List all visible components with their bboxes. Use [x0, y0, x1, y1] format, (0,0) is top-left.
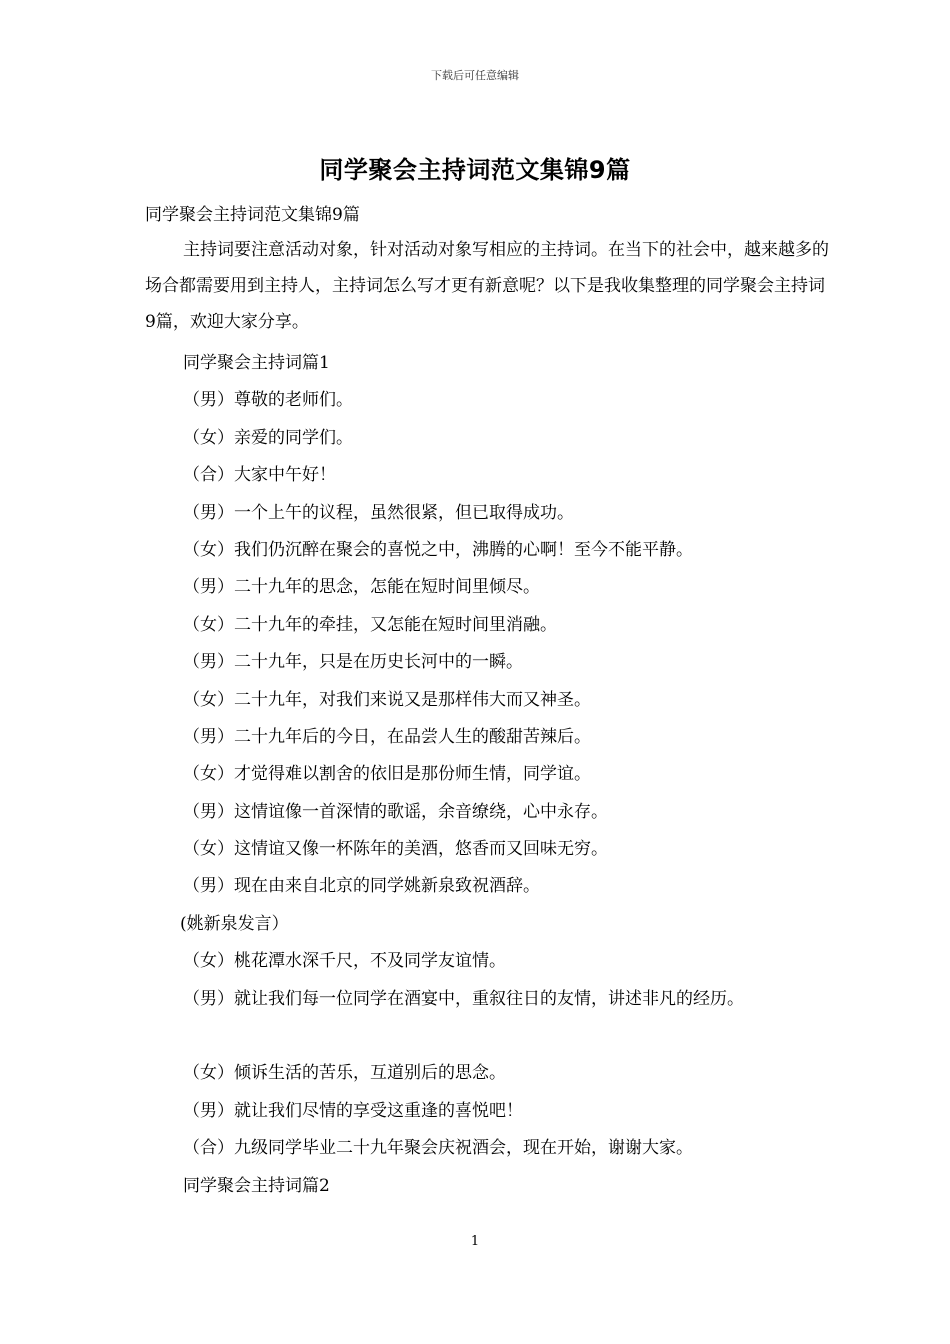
dialogue-line: （女）二十九年，对我们来说又是那样伟大而又神圣。 [183, 689, 591, 710]
stage-direction: (姚新泉发言） [180, 913, 289, 934]
dialogue-line: （女）才觉得难以割舍的依旧是那份师生情，同学谊。 [183, 764, 591, 785]
dialogue-line: （女）亲爱的同学们。 [183, 427, 353, 448]
dialogue-line: （男）尊敬的老师们。 [183, 390, 353, 411]
dialogue-line: （男）就让我们每一位同学在酒宴中，重叙往日的友情，讲述非凡的经历。 [183, 988, 744, 1009]
dialogue-lines [180, 345, 843, 1205]
dialogue-line: （合）九级同学毕业二十九年聚会庆祝酒会，现在开始，谢谢大家。 [183, 1138, 693, 1159]
dialogue-line: （女）桃花潭水深千尺，不及同学友谊情。 [183, 951, 506, 972]
dialogue-line: （男）现在由来自北京的同学姚新泉致祝酒辞。 [183, 876, 540, 897]
blank-line [183, 1018, 843, 1055]
section-heading: 同学聚会主持词篇2 [183, 1175, 330, 1196]
document-subtitle: 同学聚会主持词范文集锦9篇 [145, 205, 360, 225]
page-number: 1 [470, 1234, 480, 1249]
dialogue-line: （女）我们仍沉醉在聚会的喜悦之中，沸腾的心啊！至今不能平静。 [183, 539, 693, 560]
section-heading: 同学聚会主持词篇1 [183, 353, 330, 373]
dialogue-line: （合）大家中午好！ [183, 465, 336, 486]
dialogue-line: （男）一个上午的议程，虽然很紧，但已取得成功。 [183, 502, 574, 523]
dialogue-line: （男）这情谊像一首深情的歌谣，余音缭绕，心中永存。 [183, 801, 608, 822]
dialogue-line: （女）这情谊又像一杯陈年的美酒，悠香而又回味无穷。 [183, 839, 608, 860]
dialogue-line: （男）二十九年，只是在历史长河中的一瞬。 [183, 652, 523, 673]
dialogue-line: （女）二十九年的牵挂，又怎能在短时间里消融。 [183, 614, 557, 635]
dialogue-line: （女）倾诉生活的苦乐，互道别后的思念。 [183, 1063, 506, 1084]
dialogue-line: （男）二十九年的思念，怎能在短时间里倾尽。 [183, 577, 540, 598]
intro-paragraph: 主持词要注意活动对象，针对活动对象写相应的主持词。在当下的社会中，越来越多的场合都需要用到主持人，主持词怎么写才更有新意呢？以下是我收集整理的同学聚会主持词9篇，欢迎大家分享。 [145, 240, 829, 332]
document-title: 同学聚会主持词范文集锦9篇 [319, 156, 631, 184]
page-header-note: 下载后可任意编辑 [431, 69, 519, 82]
dialogue-line: （男）二十九年后的今日，在品尝人生的酸甜苦辣后。 [183, 726, 591, 747]
dialogue-line: （男）就让我们尽情的享受这重逢的喜悦吧！ [183, 1100, 523, 1121]
